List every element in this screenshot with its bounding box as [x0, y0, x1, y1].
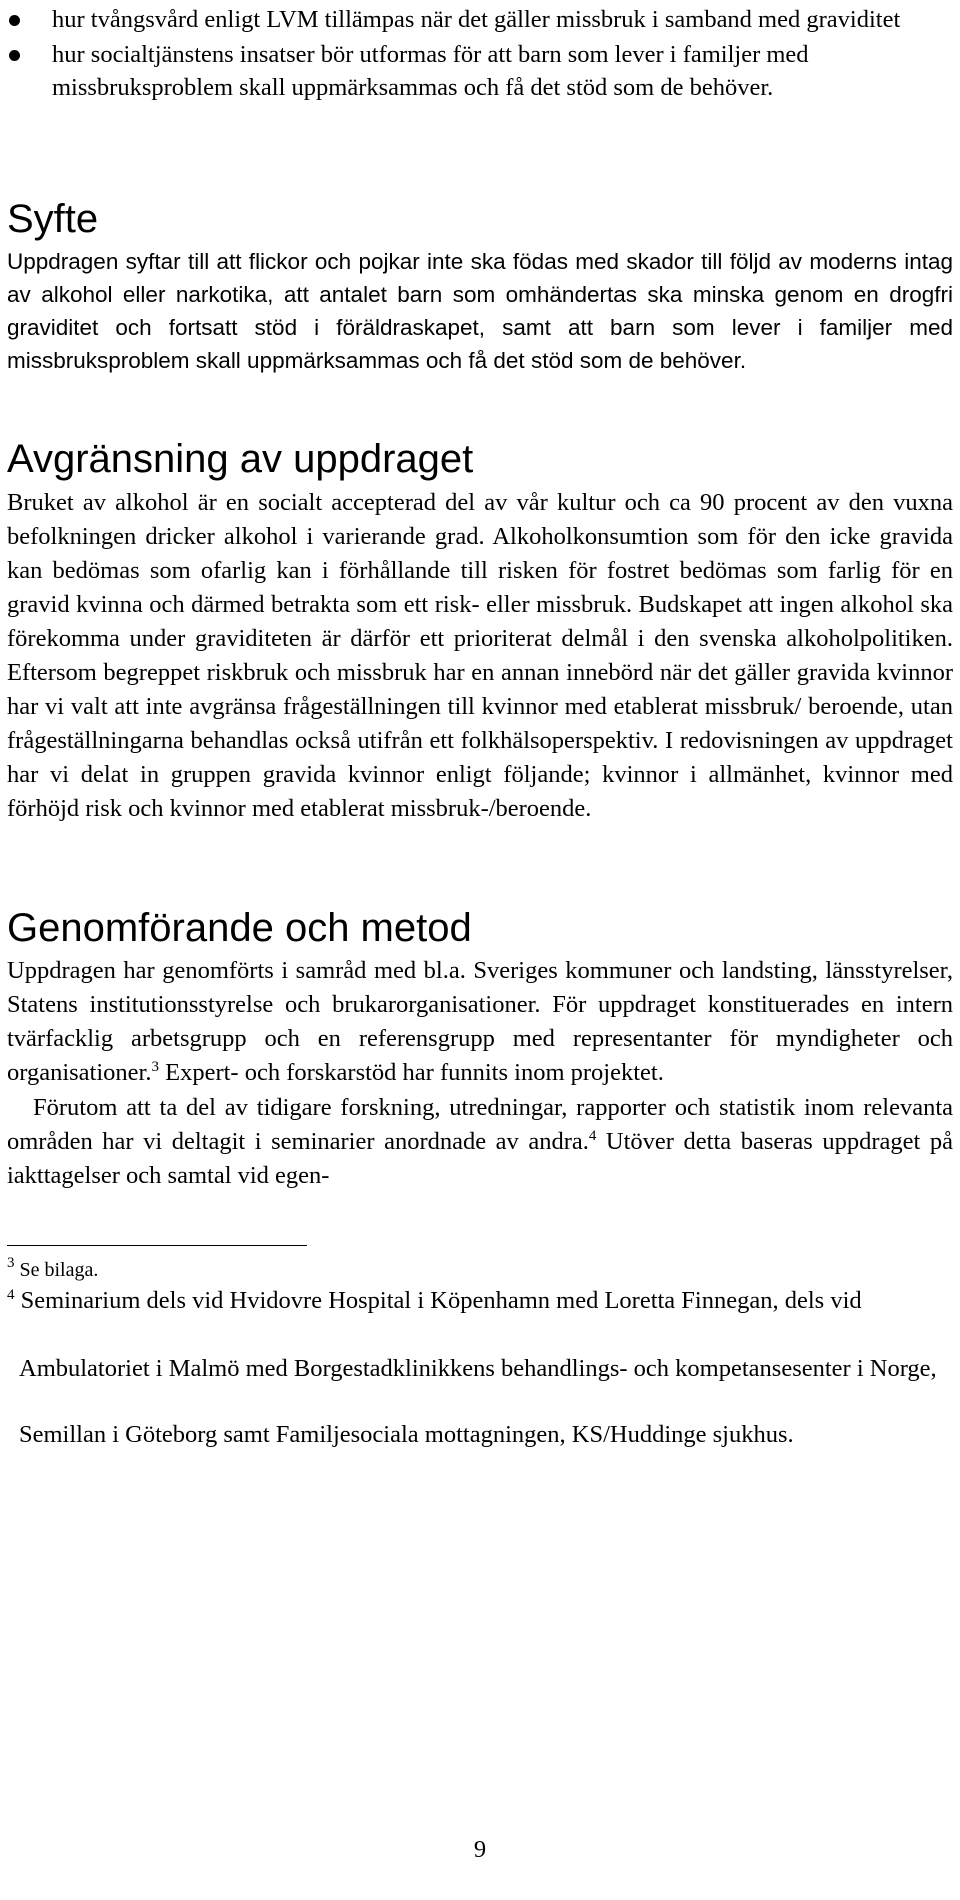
heading-avgransning: Avgränsning av uppdraget — [7, 437, 474, 481]
page-number: 9 — [473, 1836, 487, 1863]
footnote-text: Se bilaga. — [14, 1259, 99, 1281]
bullet-icon — [9, 50, 20, 61]
list-item — [7, 3, 953, 36]
footnote-3 — [7, 1252, 953, 1287]
footnote-marker: 4 — [7, 1287, 15, 1303]
footnote-marker: 3 — [7, 1255, 15, 1271]
paragraph-text: Utöver detta baseras uppdraget på iakttagelser och samtal vid egen- — [7, 1128, 953, 1189]
footnote-4-continued: Ambulatoriet i Malmö med Borgestadklinikkens behandlings- och kompetansesenter i Norge, — [19, 1355, 937, 1382]
paragraph-genomforande-1 — [7, 954, 953, 1090]
footnote-4-continued: Semillan i Göteborg samt Familjesociala mottagningen, KS/Huddinge sjukhus. — [19, 1421, 794, 1448]
paragraph-avgransning: Bruket av alkohol är en socialt accepterad del av vår kultur och ca 90 procent av den vuxna befolkningen dricker alkohol i varierande grad. Alkoholkonsumtion som för den icke gravida kan bedömas som ofarlig kan i förhållande till risken för fostret bedömas som farlig för en gravid kvinna och därmed betrakta som ett risk- eller missbruk. Budskapet att ingen alkohol ska förekomma under graviditeten är därför ett prioriterat delmål i den svenska alkoholpolitiken. Eftersom begreppet riskbruk och missbruk har en annan innebörd när det gäller gravida kvinnor har vi valt att inte avgränsa frågeställningen till kvinnor med etablerat missbruk/ beroende, utan frågeställningarna behandlas också utifrån ett folkhälsoperspektiv. I redovisningen av uppdraget har vi delat in gruppen gravida kvinnor enligt följande; kvinnor i allmänhet, kvinnor med förhöjd risk och kvinnor med etablerat missbruk-/beroende. — [7, 489, 953, 822]
heading-genomforande: Genomförande och metod — [7, 906, 472, 950]
paragraph-syfte: Uppdragen syftar till att flickor och pojkar inte ska födas med skador till följd av moderns intag av alkohol eller narkotika, att antalet barn som omhändertas ska minska genom en drogfri graviditet och fortsatt stöd i föräldraskapet, samt att barn som lever i familjer med missbruksproblem skall uppmärksammas och få det stöd som de behöver. — [7, 249, 953, 373]
footnote-divider — [7, 1245, 307, 1246]
paragraph-text: Uppdragen har genomförts i samråd med bl.a. Sveriges kommuner och landsting, länsstyrelser, Statens institutionsstyrelse och brukarorganisationer. För uppdraget konstituerades en intern tvärfacklig arbetsgrupp och en referensgrupp med representanter för myndigheter och organisationer. — [7, 957, 953, 1086]
document-page — [7, 0, 953, 1900]
bullet-list — [7, 3, 953, 106]
bullet-icon — [9, 15, 20, 26]
list-item-text: hur tvångsvård enligt LVM tillämpas när det gäller missbruk i samband med graviditet — [52, 6, 901, 33]
footnote-ref: 3 — [151, 1059, 159, 1075]
paragraph-text: Expert- och forskarstöd har funnits inom projektet. — [158, 1059, 664, 1086]
paragraph-text: Förutom att ta del av tidigare forskning, utredningar, rapporter och statistik inom relevanta områden har vi deltagit i seminarier anordnade av andra. — [7, 1094, 953, 1155]
footnote-ref: 4 — [588, 1128, 597, 1144]
list-item — [7, 38, 953, 104]
paragraph-genomforande-2 — [7, 1091, 953, 1193]
footnote-text: Seminarium dels vid Hvidovre Hospital i Köpenhamn med Loretta Finnegan, dels vid — [14, 1287, 862, 1314]
heading-syfte: Syfte — [7, 197, 99, 241]
footnote-4 — [7, 1284, 953, 1317]
list-item-text: hur socialtjänstens insatser bör utformas för att barn som lever i familjer med missbruksproblem skall uppmärksammas och få det stöd som de behöver. — [52, 41, 809, 101]
